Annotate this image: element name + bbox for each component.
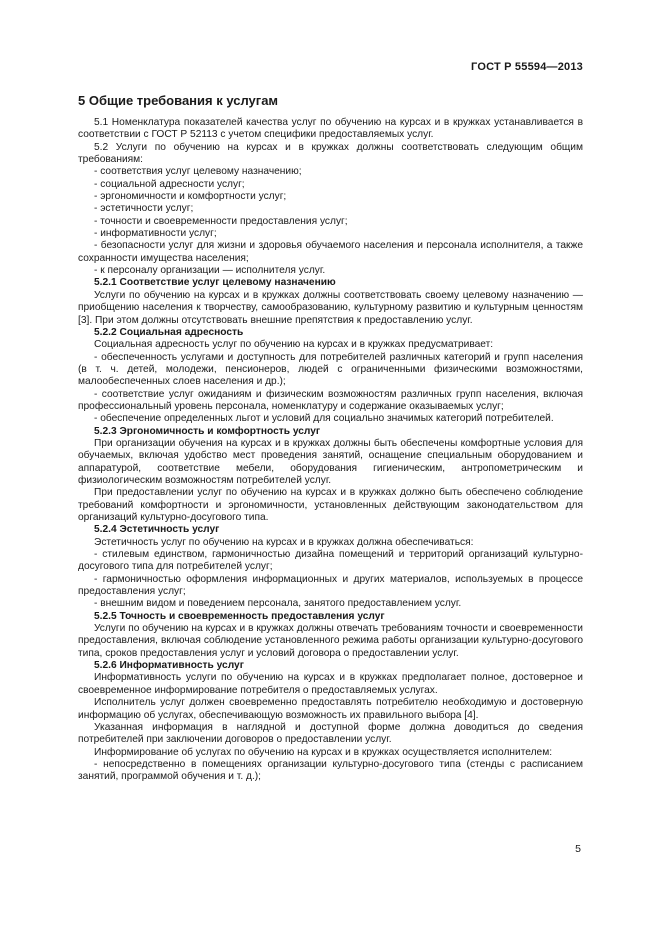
paragraph: - гармоничностью оформления информационных и других материалов, используемых в процессе предоставления услуг; (78, 573, 583, 598)
subsection-heading: 5.2.5 Точность и своевременность предоставления услуг (94, 610, 385, 622)
paragraph: Исполнитель услуг должен своевременно предоставлять потребителю необходимую и достоверную информацию об услугах, обеспечивающую возможность их правильного выбора [4]. (78, 697, 583, 721)
paragraph: - непосредственно в помещениях организации культурно-досугового типа (стенды с расписанием занятий, программой обучения и т. д.); (78, 758, 583, 783)
list-item: - социальной адресности услуг; (94, 178, 245, 190)
paragraph: Информативность услуги по обучению на курсах и в кружках предполагает полное, достоверное и своевременное информирование потребителя о предоставляемых услугах. (78, 672, 583, 696)
list-item: - информативности услуг; (94, 228, 217, 240)
paragraph: - внешним видом и поведением персонала, занятого предоставлением услуг. (94, 598, 462, 610)
list-item: - соответствия услуг целевому назначению; (94, 166, 302, 178)
subsection-heading: 5.2.6 Информативность услуг (94, 660, 244, 672)
section-title: 5 Общие требования к услугам (78, 93, 279, 108)
paragraph: 5.2 Услуги по обучению на курсах и в кружках должны соответствовать следующим общим требованиям: (78, 141, 583, 166)
paragraph: При предоставлении услуг по обучению на курсах и в кружках должно быть обеспечено соблюдение требований комфортности и эргономичности, установленных действующим законодательством для организаций культурно-досугового типа. (78, 487, 583, 523)
list-item: - к персоналу организации — исполнителя услуг. (94, 265, 326, 277)
list-item: - эстетичности услуг; (94, 203, 194, 215)
paragraph: Услуги по обучению на курсах и в кружках должны отвечать требованиям точности и своевременности предоставления, включая соблюдение установленного режима работы организации культурно-досугового типа, сроков предоставления услуг и условий договора о предоставлении услуг. (78, 623, 583, 659)
paragraph: Эстетичность услуг по обучению на курсах и в кружках должна обеспечиваться: (94, 536, 474, 548)
body-text (78, 117, 583, 784)
subsection-heading: 5.2.2 Социальная адресность (94, 326, 244, 338)
paragraph: - обеспечение определенных льгот и условий для социально значимых категорий потребителей. (94, 413, 554, 425)
document-id: ГОСТ Р 55594—2013 (471, 61, 583, 73)
paragraph: Информирование об услугах по обучению на курсах и в кружках осуществляется исполнителем: (94, 746, 553, 758)
page-number: 5 (575, 843, 581, 855)
paragraph: - стилевым единством, гармоничностью дизайна помещений и территорий организаций культурно-досугового типа для потребителей услуг; (78, 549, 583, 573)
paragraph: Указанная информация в наглядной и доступной форме должна доводиться до сведения потребителей при заключении договоров о предоставлении услуг. (78, 721, 583, 746)
paragraph: - безопасности услуг для жизни и здоровья обучаемого населения и персонала исполнителя, а также сохранности имущества населения; (78, 240, 583, 264)
subsection-heading: 5.2.1 Соответствие услуг целевому назначению (94, 277, 336, 289)
paragraph: - обеспеченность услугами и доступность для потребителей различных категорий и групп населения (в т. ч. детей, молодежи, пенсионеров, людей с ограниченными физическими возможностями, малообеспеченных слоев населения и др.); (78, 351, 583, 388)
list-item: - точности и своевременности предоставления услуг; (94, 215, 348, 227)
subsection-heading: 5.2.4 Эстетичность услуг (94, 524, 220, 536)
paragraph: Социальная адресность услуг по обучению на курсах и в кружках предусматривает: (94, 339, 494, 351)
paragraph: Услуги по обучению на курсах и в кружках должны соответствовать своему целевому назначению — приобщению населения к творчеству, самообразованию, культурному развитию и культурным ценностям [3]. При этом должны отсутствовать внешние препятствия к предоставлению услуг. (78, 289, 583, 326)
subsection-heading: 5.2.3 Эргономичность и комфортность услуг (94, 425, 321, 437)
list-item: - эргономичности и комфортности услуг; (94, 191, 287, 203)
paragraph: 5.1 Номенклатура показателей качества услуг по обучению на курсах и в кружках устанавливается в соответствии с ГОСТ Р 52113 с учетом специфики предоставляемых услуг. (78, 117, 583, 141)
paragraph: При организации обучения на курсах и в кружках должны быть обеспечены комфортные условия для обучаемых, включая удобство мест проведения занятий, оснащение специальным оборудованием и аппаратурой, соответствие мебели, оборудования гигиеническим, антропометрическим и физиологическим возможностям потребителей услуг. (78, 437, 583, 486)
paragraph: - соответствие услуг ожиданиям и физическим возможностям различных групп населения, включая профессиональный уровень персонала, номенклатуру и содержание оказываемых услуг; (78, 388, 583, 412)
